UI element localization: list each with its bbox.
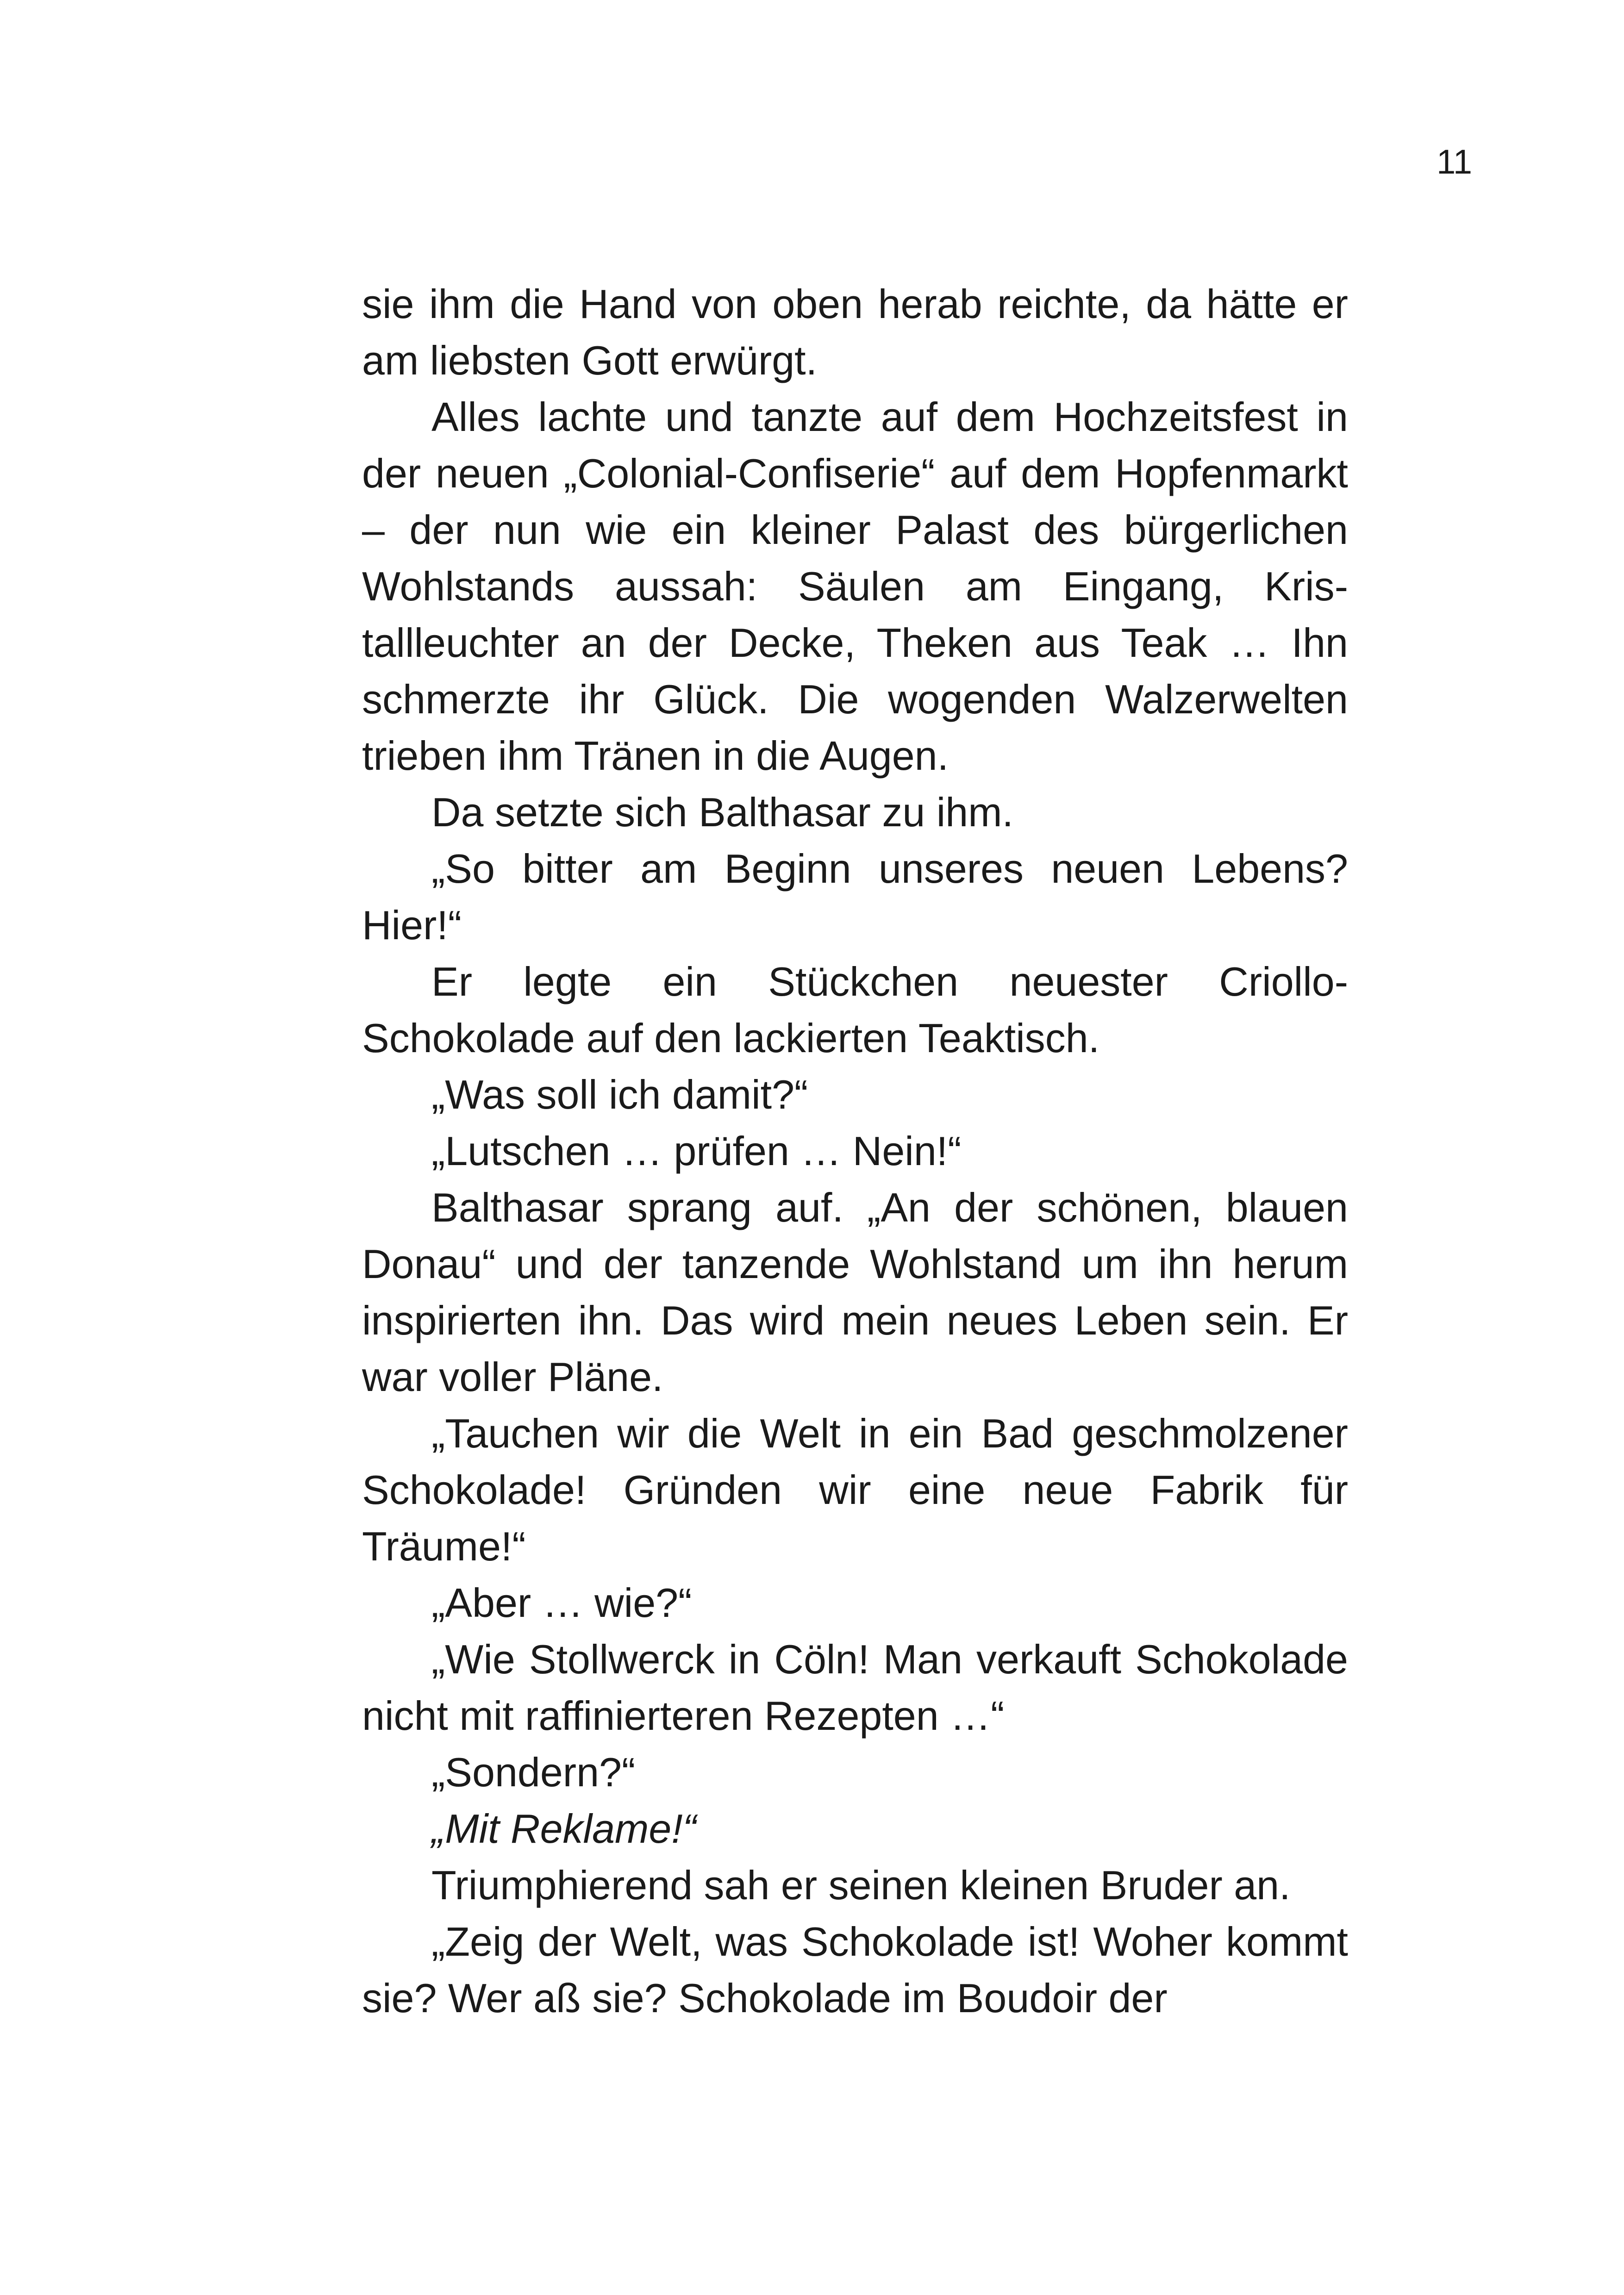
paragraph-10: „Aber … wie?“ [431,1580,692,1626]
paragraph-12: „Sondern?“ [431,1749,636,1795]
paragraph-9: „Tauchen wir die Welt in ein Bad geschmolzener Schokolade! Gründen wir eine neue Fabrik für Träume!“ [362,1410,1348,1569]
paragraph-1: sie ihm die Hand von oben herab reichte, da hätte er am liebsten Gott erwürgt. [362,281,1348,383]
paragraph-6: „Was soll ich damit?“ [431,1072,808,1117]
paragraph-3: Da setzte sich Balthasar zu ihm. [431,789,1013,835]
paragraph-5: Er legte ein Stückchen neuester Criollo-Schokolade auf den lackierten Teaktisch. [362,959,1348,1061]
body-text [362,276,1348,2027]
paragraph-15: „Zeig der Welt, was Schokolade ist! Woher kommt sie? Wer aß sie? Schokolade im Boudoir der [362,1919,1348,2021]
paragraph-4: „So bitter am Beginn unseres neuen Lebens? Hier!“ [362,846,1348,948]
paragraph-11: „Wie Stollwerck in Cöln! Man verkauft Schokolade nicht mit raffinierteren Rezepten …“ [362,1636,1348,1739]
paragraph-2: Alles lachte und tanzte auf dem Hochzeitsfest in der neuen „Colonial-Confiserie“ auf dem Hopfenmarkt – der nun wie ein kleiner Palast des bürgerlichen Wohlstands aussah: Säulen am Eingang, Kristallleuchter an der Decke, Theken aus Teak … Ihn schmerzte ihr Glück. Die wogenden Walzerwelten trieben ihm Tränen in die Augen. [362,394,1348,779]
page-number: 11 [1437,143,1472,181]
paragraph-14: Triumphierend sah er seinen kleinen Bruder an. [431,1862,1291,1908]
paragraph-13: „Mit Reklame!“ [431,1806,697,1852]
paragraph-7: „Lutschen … prüfen … Nein!“ [431,1128,962,1174]
paragraph-8: Balthasar sprang auf. „An der schönen, blauen Donau“ und der tanzende Wohlstand um ihn herum inspirierten ihn. Das wird mein neues Leben sein. Er war voller Pläne. [362,1185,1348,1400]
